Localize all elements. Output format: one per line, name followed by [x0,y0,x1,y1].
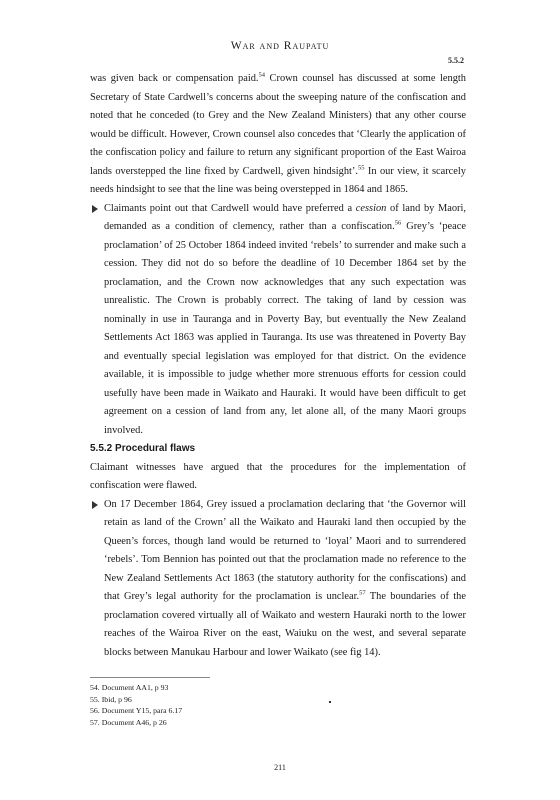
bullet-paragraph-proclamation: On 17 December 1864, Grey issued a proclamation declaring that ‘the Governor will retain as land of the Crown’ all the Waikato and Hauraki land then occupied by the Queen’s forces, though land would be returned to ‘loyal’ Maori and to surrendered ‘rebels’. Tom Bennion has pointed out that the proclamation made no reference to the New Zealand Settlements Act 1863 (the statutory authority for the confiscations) and that Grey’s legal authority for the proclamation is unclear.$^{57}$ The boundaries of the proclamation covered virtually all of Waikato and western Hauraki north to the lower reaches of the Wairoa River on the east, Waiuku on the west, and several separate blocks between Manukau Harbour and lower Waikato (see fig 14). [90,496,466,663]
footnotes [90,682,182,728]
footnote-item: 54. Document AA1, p 93 [90,683,169,692]
triangle-bullet-icon [92,501,98,509]
running-title: War and Raupatu [230,40,330,52]
section-intro: Claimant witnesses have argued that the procedures for the implementation of confiscation were flawed. [90,461,466,491]
footnote-item: 56. Document Y15, para 6.17 [90,706,183,715]
footnote-ref[interactable]: 55 [357,164,365,172]
footnote-ref[interactable]: 54 [258,71,265,79]
footnote-item: 55. Ibid, p 96 [90,694,132,704]
body-text [90,70,466,662]
footnote-ref[interactable]: 56 [394,219,402,227]
page-number: 211 [274,763,286,772]
section-heading: 5.5.2 Procedural flaws [90,443,196,454]
paragraph-continuation: was given back or compensation paid.$^{54}$ Crown counsel has discussed at some length Secretary of State Cardwell’s concerns about the sweeping nature of the confiscation and noted that he conceded (to Grey and the New Zealand Ministers) that any other course would be difficult. However, Crown counsel also concedes that ‘Clearly the application of the confiscation policy and failure to return any significant proportion of the East Wairoa lands overstepped the line fixed by Cardwell, given hindsight’.$^{55}$ In our view, it scarcely needs hindsight to see that the line was being overstepped in 1864 and 1865. [90,71,466,195]
section-number: 5.5.2 [448,56,464,65]
footnote-ref[interactable]: 57 [359,589,366,597]
footnote-item: 57. Document A46, p 26 [90,717,167,727]
bullet-paragraph-cession: Claimants point out that Cardwell would have preferred a cession of land by Maori, demanded as a condition of clemency, rather than a confiscation.$^{56}$ Grey’s ‘peace proclamation’ of 25 October 1864 indeed invited ‘rebels’ to surrender and make such a cession. They did not do so before the deadline of 10 December 1864 set by the proclamation, and the Crown now acknowledges that any such expectation was unrealistic. The Crown is probably correct. The taking of land by cession was nominally in use in Tauranga and in Poverty Bay, but eventually the New Zealand Settlements Act 1863 was applied in Tauranga. Its use was threatened in Poverty Bay and eventually special legislation was employed for that district. On the evidence available, it is impossible to judge whether more strenuous efforts for cession could usefully have been made in Waikato and Hauraki. It would have been difficult to get agreement on a cession of land from any, let alone all, of the many Maori groups involved. [90,200,466,441]
footnote-divider [90,677,210,678]
triangle-bullet-icon [92,205,98,213]
scan-speck [329,701,331,703]
